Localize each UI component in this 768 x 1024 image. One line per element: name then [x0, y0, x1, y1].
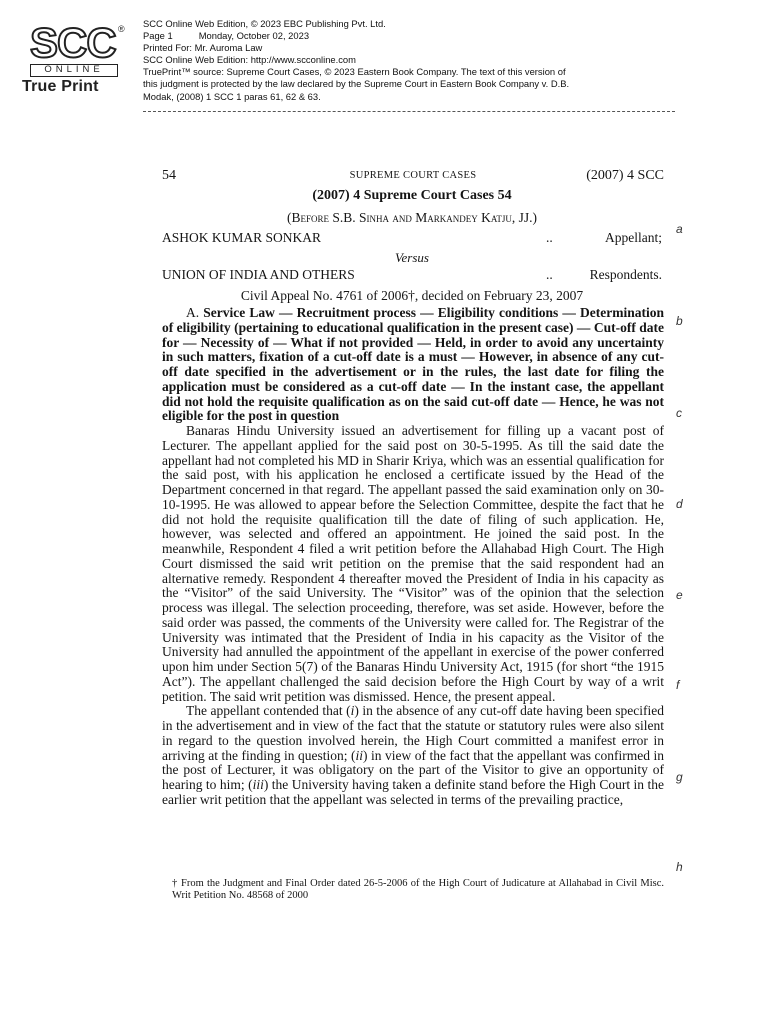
judgment-body	[162, 306, 664, 808]
headnote-label: A.	[186, 305, 204, 320]
appellant-role: Appellant;	[605, 230, 662, 245]
margin-letter-h: h	[676, 860, 683, 874]
appellant-name: ASHOK KUMAR SONKAR	[162, 230, 322, 245]
facts-paragraph: Banaras Hindu University issued an advertisement for filling up a vacant post of Lecturer. The appellant applied for the said post on 30-5-1995. As till the said date the appellant had not completed his MD in Sharir Kriya, which was an essential qualification for the said post, with his application he enclosed a certificate issued by the Head of the Department concerned in that regard. The appellant passed the said examination only on 30-10-1995. He was allowed to appear before the Selection Committee, despite the fact that he did not hold the requisite qualification till the date of filing of such application. He, however, was selected and offered an appointment. He joined the said post. In the meanwhile, Respondent 4 filed a writ petition before the Allahabad High Court. The High Court dismissed the said writ petition on the premise that the said respondent had an alternative remedy. Respondent 4 thereafter moved the President of India in his capacity as the “Visitor” of the said University. The “Visitor” was of the opinion that the selection process was illegal. The selection proceeding, therefore, was set aside. However, before the said order was passed, the comments of the University were called for. The Registrar of the University was intimated that the President of India in his capacity as the Visitor of the University had annulled the appointment of the appellant in exercise of the power conferred upon him under Section 5(7) of the Banaras Hindu University Act, 1915 (for short “the 1915 Act”). The appellant challenged the said decision before the High Court by way of a writ petition. The said writ petition was dismissed. Hence, the present appeal.	[162, 423, 664, 704]
respondent-role: Respondents.	[589, 267, 662, 282]
page-label: Page 1	[143, 30, 173, 42]
judgment-page	[0, 160, 768, 920]
reporter-citation: (2007) 4 SCC	[586, 168, 664, 183]
contentions-paragraph: The appellant contended that (i) in the absence of any cut-off date having been specified in the advertisement and in view of the fact that the statute or statutory rules were also silent in regard to the question involved herein, the High Court committed a manifest error in arriving at the finding in question; (ii) in view of the fact that the appellant was confirmed in the post of Lecturer, it was obligatory on the part of the Visitor to give an opportunity of hearing to him; (iii) the University having taken a definite stand before the High Court in the earlier writ petition that the appellant was selected in terms of the prevailing practice,	[162, 703, 664, 807]
contention-iii: iii	[252, 777, 264, 792]
margin-letter-d: d	[676, 497, 683, 511]
contention-i: i	[350, 703, 355, 719]
headnote-text: Service Law — Recruitment process — Eligibility conditions — Determination of eligibility (pertaining to educational qualification in the present case) — Cut-off date for — Necessity of — What if not provided — Held, in order to avoid any uncertainty in such matters, fixation of a cut-off date is a must — However, in absence of any cut-off date specified in the advertisement or in the rules, the last date for filing the application must be considered as a cut-off date — In the instant case, the appellant did not hold the requisite qualification as on the said cut-off date — Hence, he was not eligible for the post in question	[162, 305, 664, 424]
respondent-dots: ..	[546, 267, 553, 282]
margin-letter-c: c	[676, 406, 682, 420]
trueprint-source-line-2: this judgment is protected by the law declared by the Supreme Court in Eastern Book Company v. D.B.	[143, 78, 570, 90]
website-line: SCC Online Web Edition: http://www.scconline.com	[143, 54, 356, 66]
contention-ii: ii	[355, 747, 364, 763]
margin-letter-g: g	[676, 770, 683, 784]
margin-letter-b: b	[676, 314, 683, 328]
versus: Versus	[395, 250, 429, 265]
print-metadata	[143, 18, 703, 103]
appellant-row	[162, 230, 664, 248]
respondent-row	[162, 267, 664, 285]
appellant-dots: ..	[546, 230, 553, 245]
printed-for-line: Printed For: Mr. Auroma Law	[143, 42, 263, 54]
scc-header	[10, 18, 758, 118]
print-date: Monday, October 02, 2023	[198, 30, 310, 42]
logo-online-text: ONLINE	[30, 64, 118, 77]
margin-letters	[672, 160, 692, 920]
running-head	[162, 168, 664, 186]
reporter-title: SUPREME COURT CASES	[349, 170, 477, 181]
copyright-line: SCC Online Web Edition, © 2023 EBC Publishing Pvt. Ltd.	[143, 18, 386, 29]
trueprint-source-line-1: TruePrint™ source: Supreme Court Cases, © 2023 Eastern Book Company. The text of this version of	[143, 66, 566, 78]
logo-registered-mark: ®	[118, 24, 125, 34]
trueprint-source-line-3: Modak, (2008) 1 SCC 1 paras 61, 62 & 63.	[143, 90, 321, 102]
logo-scc-text: SCC	[30, 19, 116, 66]
headnote	[162, 306, 664, 424]
appeal-number: Civil Appeal No. 4761 of 2006†, decided on February 23, 2007	[240, 288, 584, 303]
case-citation-title: (2007) 4 Supreme Court Cases 54	[312, 188, 512, 203]
page-number: 54	[162, 168, 176, 183]
scc-online-logo	[20, 19, 138, 104]
logo-true-print: True Print	[22, 78, 99, 95]
margin-letter-f: f	[676, 678, 680, 692]
bench	[160, 210, 664, 226]
bench-text: (Before S.B. Sinha and Markandey Katju, JJ.)	[286, 210, 538, 225]
header-divider	[143, 111, 675, 112]
margin-letter-e: e	[676, 588, 683, 602]
page-date-line	[143, 30, 703, 42]
respondent-name: UNION OF INDIA AND OTHERS	[162, 267, 355, 282]
margin-letter-a: a	[676, 222, 683, 236]
footnote: † From the Judgment and Final Order dated 26-5-2006 of the High Court of Judicature at Allahabad in Civil Misc. Writ Petition No. 48568 of 2000	[172, 878, 664, 901]
